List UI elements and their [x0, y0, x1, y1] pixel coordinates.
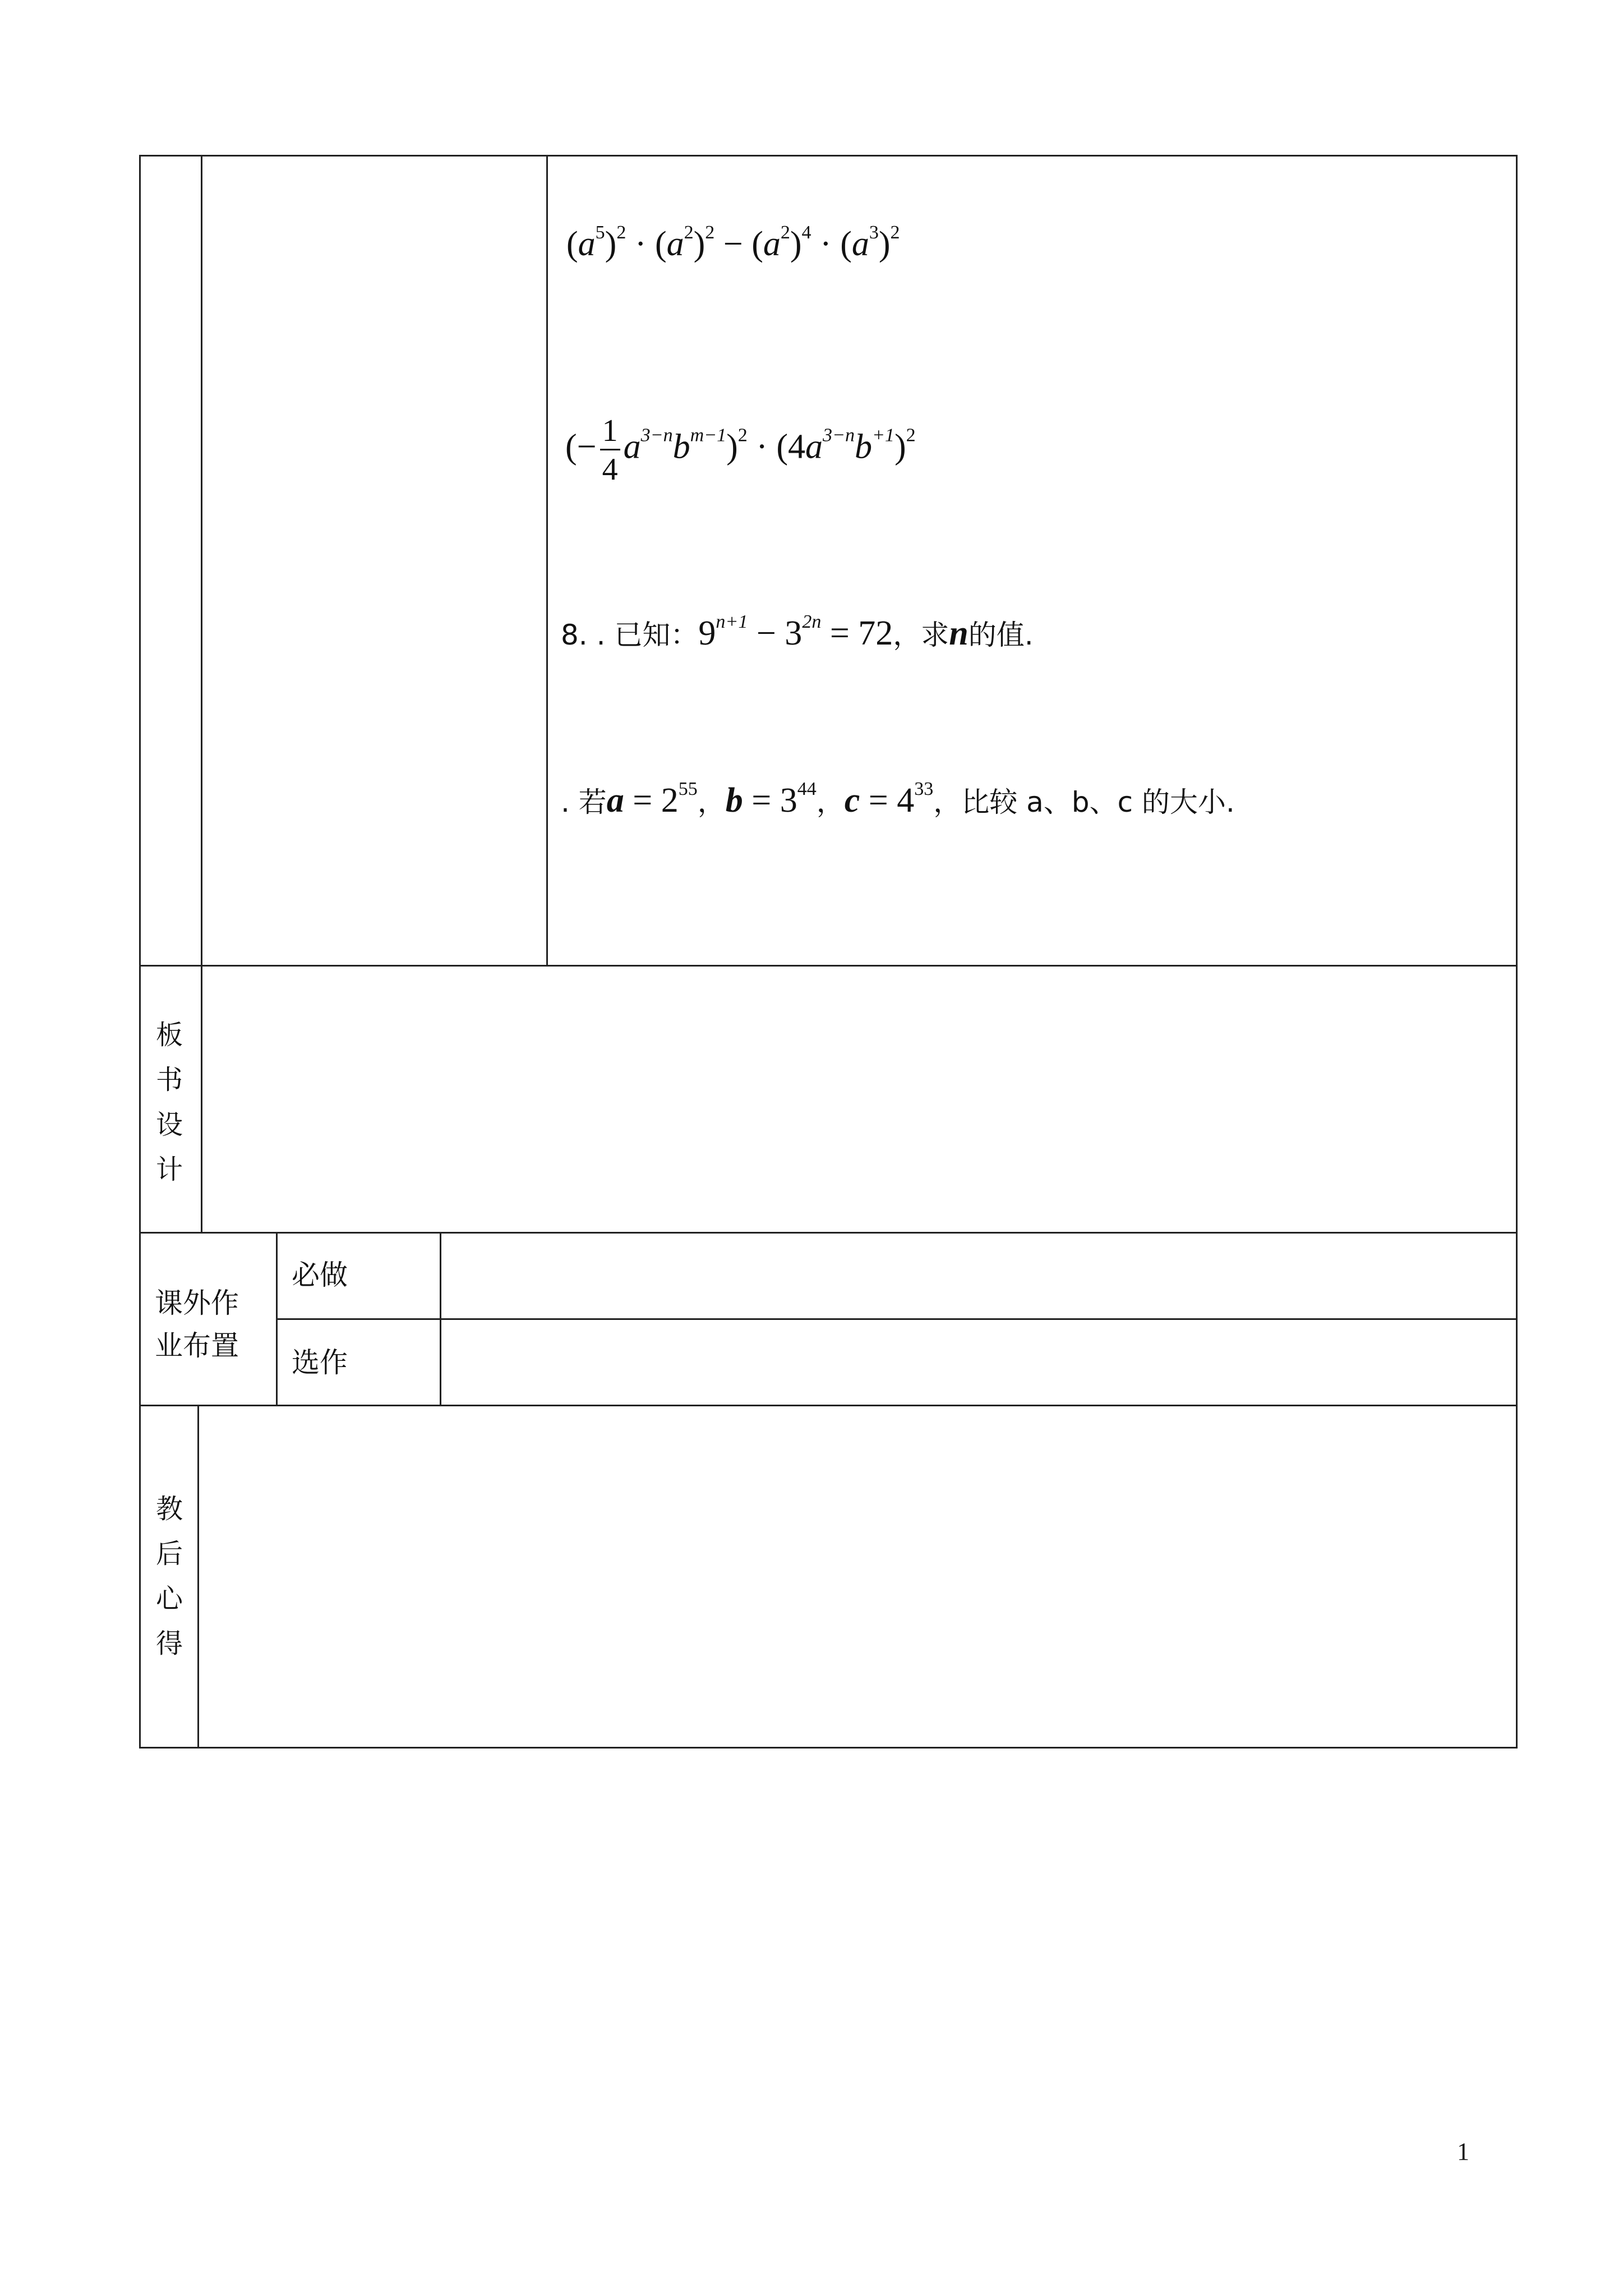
table-border-top — [139, 155, 1518, 157]
question-compare: . 若$a = 2^{55}$，$b = 3^{44}$，$c = 4^{33}$，比较 a、b、c 的大小. — [561, 779, 1235, 820]
homework-optional-label: 选作 — [292, 1346, 348, 1379]
reflection-label: 教 后 心 得 — [155, 1493, 183, 1659]
question-8: 8. . 已知：$9^{n+1} - 3^{2n} = 72$，求n的值. — [561, 611, 1034, 652]
row-divider-homework — [139, 1232, 1518, 1234]
col-divider-homework-label — [276, 1232, 278, 1405]
row-divider-reflection — [139, 1405, 1518, 1406]
page-number: 1 — [1457, 2138, 1469, 2165]
homework-label: 课外作 业布置 — [155, 1287, 239, 1362]
table-border-right — [1516, 155, 1518, 1749]
col-divider-reflection — [197, 1405, 199, 1747]
row-divider-board — [139, 965, 1518, 967]
col-divider-2 — [546, 155, 548, 967]
board-design-label: 板 书 设 计 — [155, 1019, 183, 1185]
expression-fraction-product: (− $\frac{1}{4}$ $a^{3-n}b^{m-1})^2 \cdot (4a^{3-n}b^{+1})^2$ — [565, 413, 916, 487]
table-border-bottom — [139, 1747, 1518, 1749]
homework-required-label: 必做 — [292, 1259, 348, 1291]
table-border-left — [139, 155, 141, 1749]
row-divider-homework-mid — [276, 1318, 1518, 1320]
expression-power-product: $(a^5)^2 \cdot (a^2)^2 - (a^2)^4 \cdot (a^3)^2$ — [566, 222, 900, 263]
col-divider-1 — [201, 155, 202, 1232]
col-divider-homework-type — [440, 1232, 441, 1405]
fraction: $\frac{1}{4}$ — [600, 415, 620, 485]
